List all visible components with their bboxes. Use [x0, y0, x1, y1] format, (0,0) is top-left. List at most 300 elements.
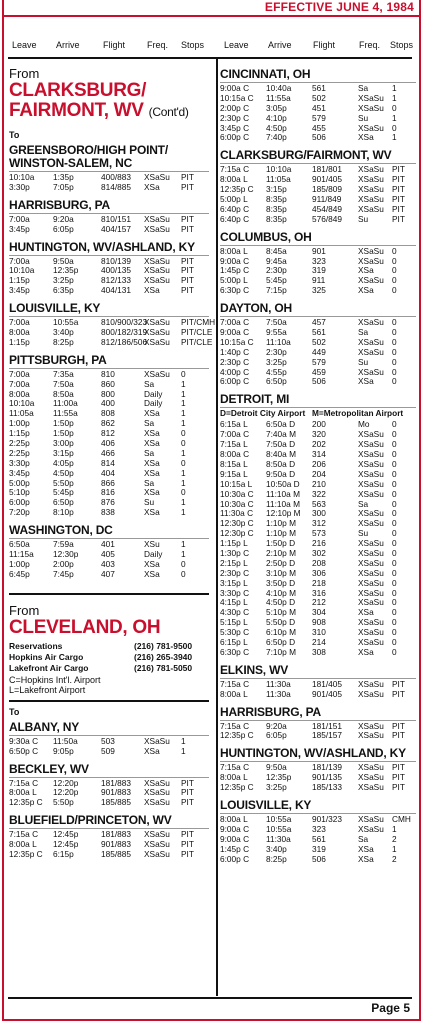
arrive-time: 6:50p D	[266, 636, 296, 647]
arrive-time: 7:40a M	[266, 429, 296, 440]
arrive-time: 10:40a	[266, 83, 292, 93]
arrive-time: 10:10a	[266, 164, 292, 175]
leave-time: 2:25p	[9, 447, 30, 458]
frequency: XSaSu	[144, 265, 170, 276]
leave-time: 6:00p C	[220, 132, 250, 143]
header-flight: Flight	[313, 40, 336, 50]
leave-time: 6:50p C	[9, 745, 39, 756]
arrive-time: 7:10p M	[266, 646, 296, 657]
frequency: XSa	[144, 558, 160, 569]
page-number: Page 5	[371, 1001, 410, 1015]
arrive-time: 3:10p M	[266, 567, 296, 578]
stops: PIT	[181, 787, 194, 798]
stops: 0	[392, 478, 397, 489]
flight-number: 838	[101, 507, 115, 518]
arrive-time: 12:20p	[53, 787, 79, 798]
leave-time: 9:00a C	[220, 823, 250, 834]
stops: 0	[392, 346, 397, 357]
stops: 1	[181, 418, 186, 429]
leave-time: 6:00p C	[220, 853, 250, 864]
reservation-line	[9, 641, 209, 652]
phone-number: (216) 265-3940	[134, 651, 193, 662]
frequency: XSaSu	[144, 317, 170, 328]
flight-row	[220, 568, 416, 578]
frequency: Sa	[144, 378, 155, 389]
leave-time: 6:00p C	[220, 376, 250, 387]
leave-time: 7:00a	[9, 368, 30, 379]
frequency: XSaSu	[144, 848, 170, 859]
flight-number: 579	[312, 356, 326, 367]
frequency: XSaSu	[358, 627, 384, 638]
leave-time: 2:30p C	[220, 112, 250, 123]
flight-row	[220, 459, 416, 469]
frequency: XSaSu	[358, 617, 384, 628]
leave-time: 8:00a L	[220, 772, 248, 783]
frequency: XSaSu	[358, 346, 384, 357]
frequency: XSaSu	[358, 518, 384, 529]
flight-number: 911	[312, 275, 326, 286]
frequency: XSaSu	[358, 577, 384, 588]
leave-time: 11:30a C	[220, 508, 254, 519]
arrive-time: 4:50p D	[266, 597, 296, 608]
stops: 0	[181, 558, 186, 569]
section-rule	[9, 593, 209, 595]
flight-row	[220, 347, 416, 357]
flight-row	[220, 449, 416, 459]
flight-row	[220, 367, 416, 377]
flight-row	[9, 487, 209, 497]
flight-number: 204	[312, 468, 326, 479]
arrive-time: 8:45a	[266, 245, 287, 256]
frequency: XSaSu	[358, 317, 384, 328]
stops: 0	[392, 557, 397, 568]
flight-row	[9, 778, 209, 788]
frequency: XSa	[144, 568, 160, 579]
arrive-time: 11:05a	[266, 174, 291, 185]
leave-time: 9:00a C	[220, 83, 250, 93]
leave-time: 3:30p	[9, 181, 30, 192]
flight-row	[220, 627, 416, 637]
flight-row	[220, 679, 416, 689]
leave-time: 7:20p	[9, 507, 30, 518]
frequency: XSaSu	[358, 508, 384, 519]
flight-row	[220, 854, 416, 864]
frequency: Sa	[144, 418, 155, 429]
leave-time: 1:15p	[9, 428, 30, 439]
leave-time: 1:15p L	[220, 538, 248, 549]
frequency: XSaSu	[358, 678, 384, 689]
frequency: XSa	[358, 132, 374, 143]
leave-time: 5:00p	[9, 477, 30, 488]
leave-time: 7:15a C	[220, 678, 250, 689]
header-rule	[8, 57, 412, 59]
header-stops: Stops	[390, 40, 414, 50]
flight-number: 810	[101, 368, 115, 379]
stops: 0	[392, 439, 397, 450]
stops: 0	[392, 468, 397, 479]
flight-row	[9, 285, 209, 295]
flight-row	[220, 246, 416, 256]
flight-row	[220, 518, 416, 528]
frequency: XSaSu	[358, 567, 384, 578]
flight-row	[9, 438, 209, 448]
flight-number: 449	[312, 346, 326, 357]
arrive-time: 11:55a	[53, 408, 78, 419]
stops: PIT	[392, 782, 405, 793]
flight-row	[9, 797, 209, 807]
arrive-time: 1:10p M	[266, 518, 296, 529]
flight-row	[9, 736, 209, 746]
flight-number: 200	[312, 419, 326, 430]
frequency: Su	[358, 112, 369, 123]
flight-number: 306	[312, 567, 326, 578]
frequency: XSaSu	[358, 478, 384, 489]
frequency: Sa	[358, 327, 369, 338]
destination-group	[220, 302, 416, 386]
frequency: XSaSu	[358, 245, 384, 256]
leave-time: 10:15a C	[220, 92, 254, 103]
flight-number: 466	[101, 447, 115, 458]
frequency: XSaSu	[358, 762, 384, 773]
flight-number: 308	[312, 646, 326, 657]
section-rule-2	[9, 700, 209, 702]
arrive-time: 11:00a	[53, 398, 78, 409]
flight-row	[9, 275, 209, 285]
frequency: Daily	[144, 398, 163, 409]
frequency: XSa	[144, 285, 160, 296]
stops: 0	[392, 518, 397, 529]
flight-number: 506	[312, 132, 326, 143]
leave-time: 11:15a	[9, 549, 34, 560]
destination-city: DETROIT, MI	[220, 393, 416, 408]
flight-row	[220, 256, 416, 266]
flight-number: 816	[101, 487, 115, 498]
flight-number: 808	[101, 408, 115, 419]
stops: 0	[392, 547, 397, 558]
flight-row	[9, 559, 209, 569]
flight-row	[220, 103, 416, 113]
flight-row	[220, 597, 416, 607]
flight-row	[9, 849, 209, 859]
arrive-time: 8:50a D	[266, 458, 296, 469]
frequency: XSaSu	[358, 636, 384, 647]
flight-row	[220, 184, 416, 194]
flight-number: 218	[312, 577, 326, 588]
arrive-time: 3:25p	[266, 782, 287, 793]
stops: PIT	[181, 839, 194, 850]
phone-number: (216) 781-9500	[134, 640, 193, 651]
flight-number: 800/182/319	[101, 327, 148, 338]
leave-time: 1:30p C	[220, 547, 250, 558]
leave-time: 7:15a C	[220, 164, 250, 175]
stops: 0	[392, 567, 397, 578]
frequency: XSaSu	[358, 255, 384, 266]
stops: 0	[392, 327, 397, 338]
frequency: Daily	[144, 549, 163, 560]
flight-number: 214	[312, 636, 326, 647]
arrive-time: 3:15p	[266, 184, 287, 195]
flight-number: 901/323	[312, 813, 342, 824]
leave-time: 7:15a C	[220, 762, 250, 773]
destination-group	[9, 721, 209, 756]
leave-time: 6:15a L	[220, 419, 248, 430]
stops: PIT	[181, 829, 194, 840]
frequency: XSaSu	[358, 194, 384, 205]
destination-city: HARRISBURG, PA	[220, 706, 416, 721]
flight-number: 404	[101, 467, 115, 478]
arrive-time: 4:10p M	[266, 587, 296, 598]
leave-time: 11:05a	[9, 408, 34, 419]
frequency: XSaSu	[144, 829, 170, 840]
destination-city: CLARKSBURG/FAIRMONT, WV	[220, 149, 416, 164]
stops: 0	[392, 488, 397, 499]
frequency: XSa	[358, 376, 374, 387]
leave-time: 5:00p L	[220, 275, 248, 286]
frequency: Mo	[358, 419, 370, 430]
destination-group	[220, 664, 416, 699]
leave-time: 8:00a L	[9, 787, 37, 798]
arrive-time: 7:45p	[53, 568, 74, 579]
leave-time: 12:30p C	[220, 528, 254, 539]
flight-row	[220, 285, 416, 295]
stops: PIT	[392, 678, 405, 689]
flight-number: 181/139	[312, 762, 342, 773]
flight-number: 400/135	[101, 265, 131, 276]
arrive-time: 7:50a	[53, 378, 74, 389]
flight-row	[220, 499, 416, 509]
stops: PIT	[392, 762, 405, 773]
leave-time: 7:15a C	[220, 720, 250, 731]
frequency: XSa	[358, 607, 374, 618]
flight-row	[220, 123, 416, 133]
header-arrive: Arrive	[56, 40, 80, 50]
flight-row	[220, 844, 416, 854]
flight-number: 459	[312, 366, 326, 377]
stops: 0	[392, 597, 397, 608]
flight-row	[9, 569, 209, 579]
flight-row	[9, 389, 209, 399]
flight-number: 812/133	[101, 275, 131, 286]
stops: PIT	[392, 164, 405, 175]
stops: 0	[392, 449, 397, 460]
leave-time: 2:30p C	[220, 356, 250, 367]
frequency: XSaSu	[358, 813, 384, 824]
stops: 0	[181, 487, 186, 498]
flight-row	[220, 538, 416, 548]
leave-time: 3:30p C	[220, 587, 250, 598]
frequency: XSaSu	[358, 730, 384, 741]
frequency: XSaSu	[144, 787, 170, 798]
phone-number: (216) 781-5050	[134, 662, 193, 673]
leave-time: 8:15a L	[220, 458, 248, 469]
header-leave: Leave	[12, 40, 37, 50]
frequency: XSa	[144, 745, 160, 756]
arrive-time: 7:50a	[266, 317, 287, 328]
stops: 1	[181, 378, 186, 389]
arrive-time: 2:10p M	[266, 547, 296, 558]
frequency: XSaSu	[144, 797, 170, 808]
frequency: XSa	[144, 507, 160, 518]
flight-number: 323	[312, 255, 326, 266]
leave-time: 6:40p C	[220, 213, 250, 224]
arrive-time: 8:35p	[266, 194, 287, 205]
flight-row	[220, 429, 416, 439]
destination-city: WASHINGTON, DC	[9, 524, 209, 539]
frequency: XSaSu	[358, 547, 384, 558]
from-label-2: From	[9, 602, 40, 618]
flight-number: 401	[101, 539, 115, 550]
flight-number: 400/883	[101, 172, 131, 182]
leave-time: 10:10a	[9, 398, 35, 409]
leave-time: 8:00a L	[9, 839, 37, 850]
frequency: XSa	[358, 285, 374, 296]
frequency: XSa	[358, 265, 374, 276]
leave-time: 2:25p	[9, 438, 30, 449]
leave-time: 7:00a	[9, 378, 30, 389]
flight-row	[220, 83, 416, 93]
stops: 0	[392, 275, 397, 286]
arrive-time: 9:50a	[266, 762, 287, 773]
arrive-time: 7:35a	[53, 368, 74, 379]
flight-number: 212	[312, 597, 326, 608]
arrive-time: 12:45p	[53, 829, 79, 840]
flight-number: 503	[101, 735, 115, 746]
flight-row	[220, 647, 416, 657]
flight-row	[220, 275, 416, 285]
leave-time: 3:45p C	[220, 122, 250, 133]
stops: 0	[392, 285, 397, 296]
flight-row	[220, 439, 416, 449]
stops: 2	[392, 853, 397, 864]
arrive-time: 8:10p	[53, 507, 74, 518]
stops: 0	[392, 528, 397, 539]
stops: PIT	[392, 203, 405, 214]
frequency: XSaSu	[358, 439, 384, 450]
arrive-time: 3:50p D	[266, 577, 296, 588]
stops: PIT	[181, 181, 194, 192]
frequency: XSaSu	[144, 735, 170, 746]
destination-city: HUNTINGTON, WV/ASHLAND, KY	[220, 747, 416, 762]
arrive-time: 6:05p	[266, 730, 287, 741]
flight-row	[9, 182, 209, 192]
flight-row	[9, 539, 209, 549]
stops: 1	[181, 388, 186, 399]
top-red-rule	[2, 15, 419, 17]
airport-legend	[9, 675, 209, 695]
flight-number: 181/405	[312, 678, 342, 689]
flight-number: 901/135	[312, 772, 342, 783]
flight-row	[220, 174, 416, 184]
right-column	[220, 64, 416, 863]
stops: 1	[181, 467, 186, 478]
arrive-time: 8:40a M	[266, 449, 296, 460]
stops: PIT	[181, 797, 194, 808]
stops: 0	[392, 317, 397, 328]
flight-row	[220, 357, 416, 367]
leave-time: 8:00a L	[220, 688, 248, 699]
frequency: XSaSu	[358, 823, 384, 834]
flight-row	[220, 730, 416, 740]
arrive-time: 7:05p	[53, 181, 74, 192]
frequency: XSa	[144, 428, 160, 439]
frequency: XSaSu	[358, 102, 384, 113]
flight-number: 325	[312, 285, 326, 296]
arrive-time: 2:30p	[266, 346, 287, 357]
effective-date: EFFECTIVE JUNE 4, 1984	[264, 0, 414, 14]
flight-number: 312	[312, 518, 326, 529]
flight-number: 561	[312, 327, 326, 338]
arrive-time: 11:30a	[266, 833, 291, 844]
leave-time: 1:40p C	[220, 346, 250, 357]
flight-number: 404/131	[101, 285, 131, 296]
flight-number: 185/885	[101, 797, 131, 808]
frequency: Su	[358, 528, 369, 539]
leave-time: 1:15p	[9, 336, 30, 347]
arrive-time: 12:20p	[53, 777, 79, 788]
destination-city: HARRISBURG, PA	[9, 199, 209, 214]
stops: 1	[181, 447, 186, 458]
stops: PIT	[181, 777, 194, 788]
frequency: XSaSu	[358, 275, 384, 286]
leave-time: 10:15a L	[220, 478, 253, 489]
flight-row	[220, 317, 416, 327]
header-freq: Freq.	[147, 40, 169, 50]
frequency: XSaSu	[144, 777, 170, 788]
flight-row	[220, 617, 416, 627]
arrive-time: 6:50a D	[266, 419, 296, 430]
arrive-time: 6:10p M	[266, 627, 296, 638]
flight-row	[9, 839, 209, 849]
flight-number: 206	[312, 458, 326, 469]
stops: 0	[392, 508, 397, 519]
flight-number: 509	[101, 745, 115, 756]
leave-time: 4:30p C	[220, 607, 250, 618]
flight-row	[9, 746, 209, 756]
leave-time: 3:45p	[9, 285, 30, 296]
leave-time: 10:10a	[9, 265, 35, 276]
leave-time: 8:00a L	[220, 174, 248, 185]
leave-time: 3:45p	[9, 223, 30, 234]
destination-group	[220, 231, 416, 295]
flight-row	[220, 376, 416, 386]
stops: 1	[392, 843, 397, 854]
frequency: XSaSu	[358, 538, 384, 549]
stops: PIT	[392, 174, 405, 185]
frequency: XSa	[144, 487, 160, 498]
leave-time: 1:45p C	[220, 265, 250, 276]
frequency: XSaSu	[144, 275, 170, 286]
arrive-time: 4:10p	[266, 112, 287, 123]
destination-city: HUNTINGTON, WV/ASHLAND, KY	[9, 241, 209, 256]
flight-number: 181/883	[101, 777, 131, 788]
frequency: XSaSu	[358, 366, 384, 377]
reservation-line	[9, 663, 209, 674]
arrive-time: 3:25p	[266, 356, 287, 367]
frequency: XSa	[358, 646, 374, 657]
frequency: XSaSu	[144, 223, 170, 234]
frequency: Daily	[144, 388, 163, 399]
frequency: Sa	[358, 833, 369, 844]
stops: 0	[181, 457, 186, 468]
arrive-time: 6:35p	[53, 285, 74, 296]
flight-row	[220, 132, 416, 142]
frequency: XSaSu	[144, 172, 170, 182]
flight-row	[220, 558, 416, 568]
origin-city-cleveland: CLEVELAND, OH	[9, 616, 161, 638]
flight-row	[220, 337, 416, 347]
flight-row	[9, 408, 209, 418]
frequency: XSaSu	[358, 92, 384, 103]
